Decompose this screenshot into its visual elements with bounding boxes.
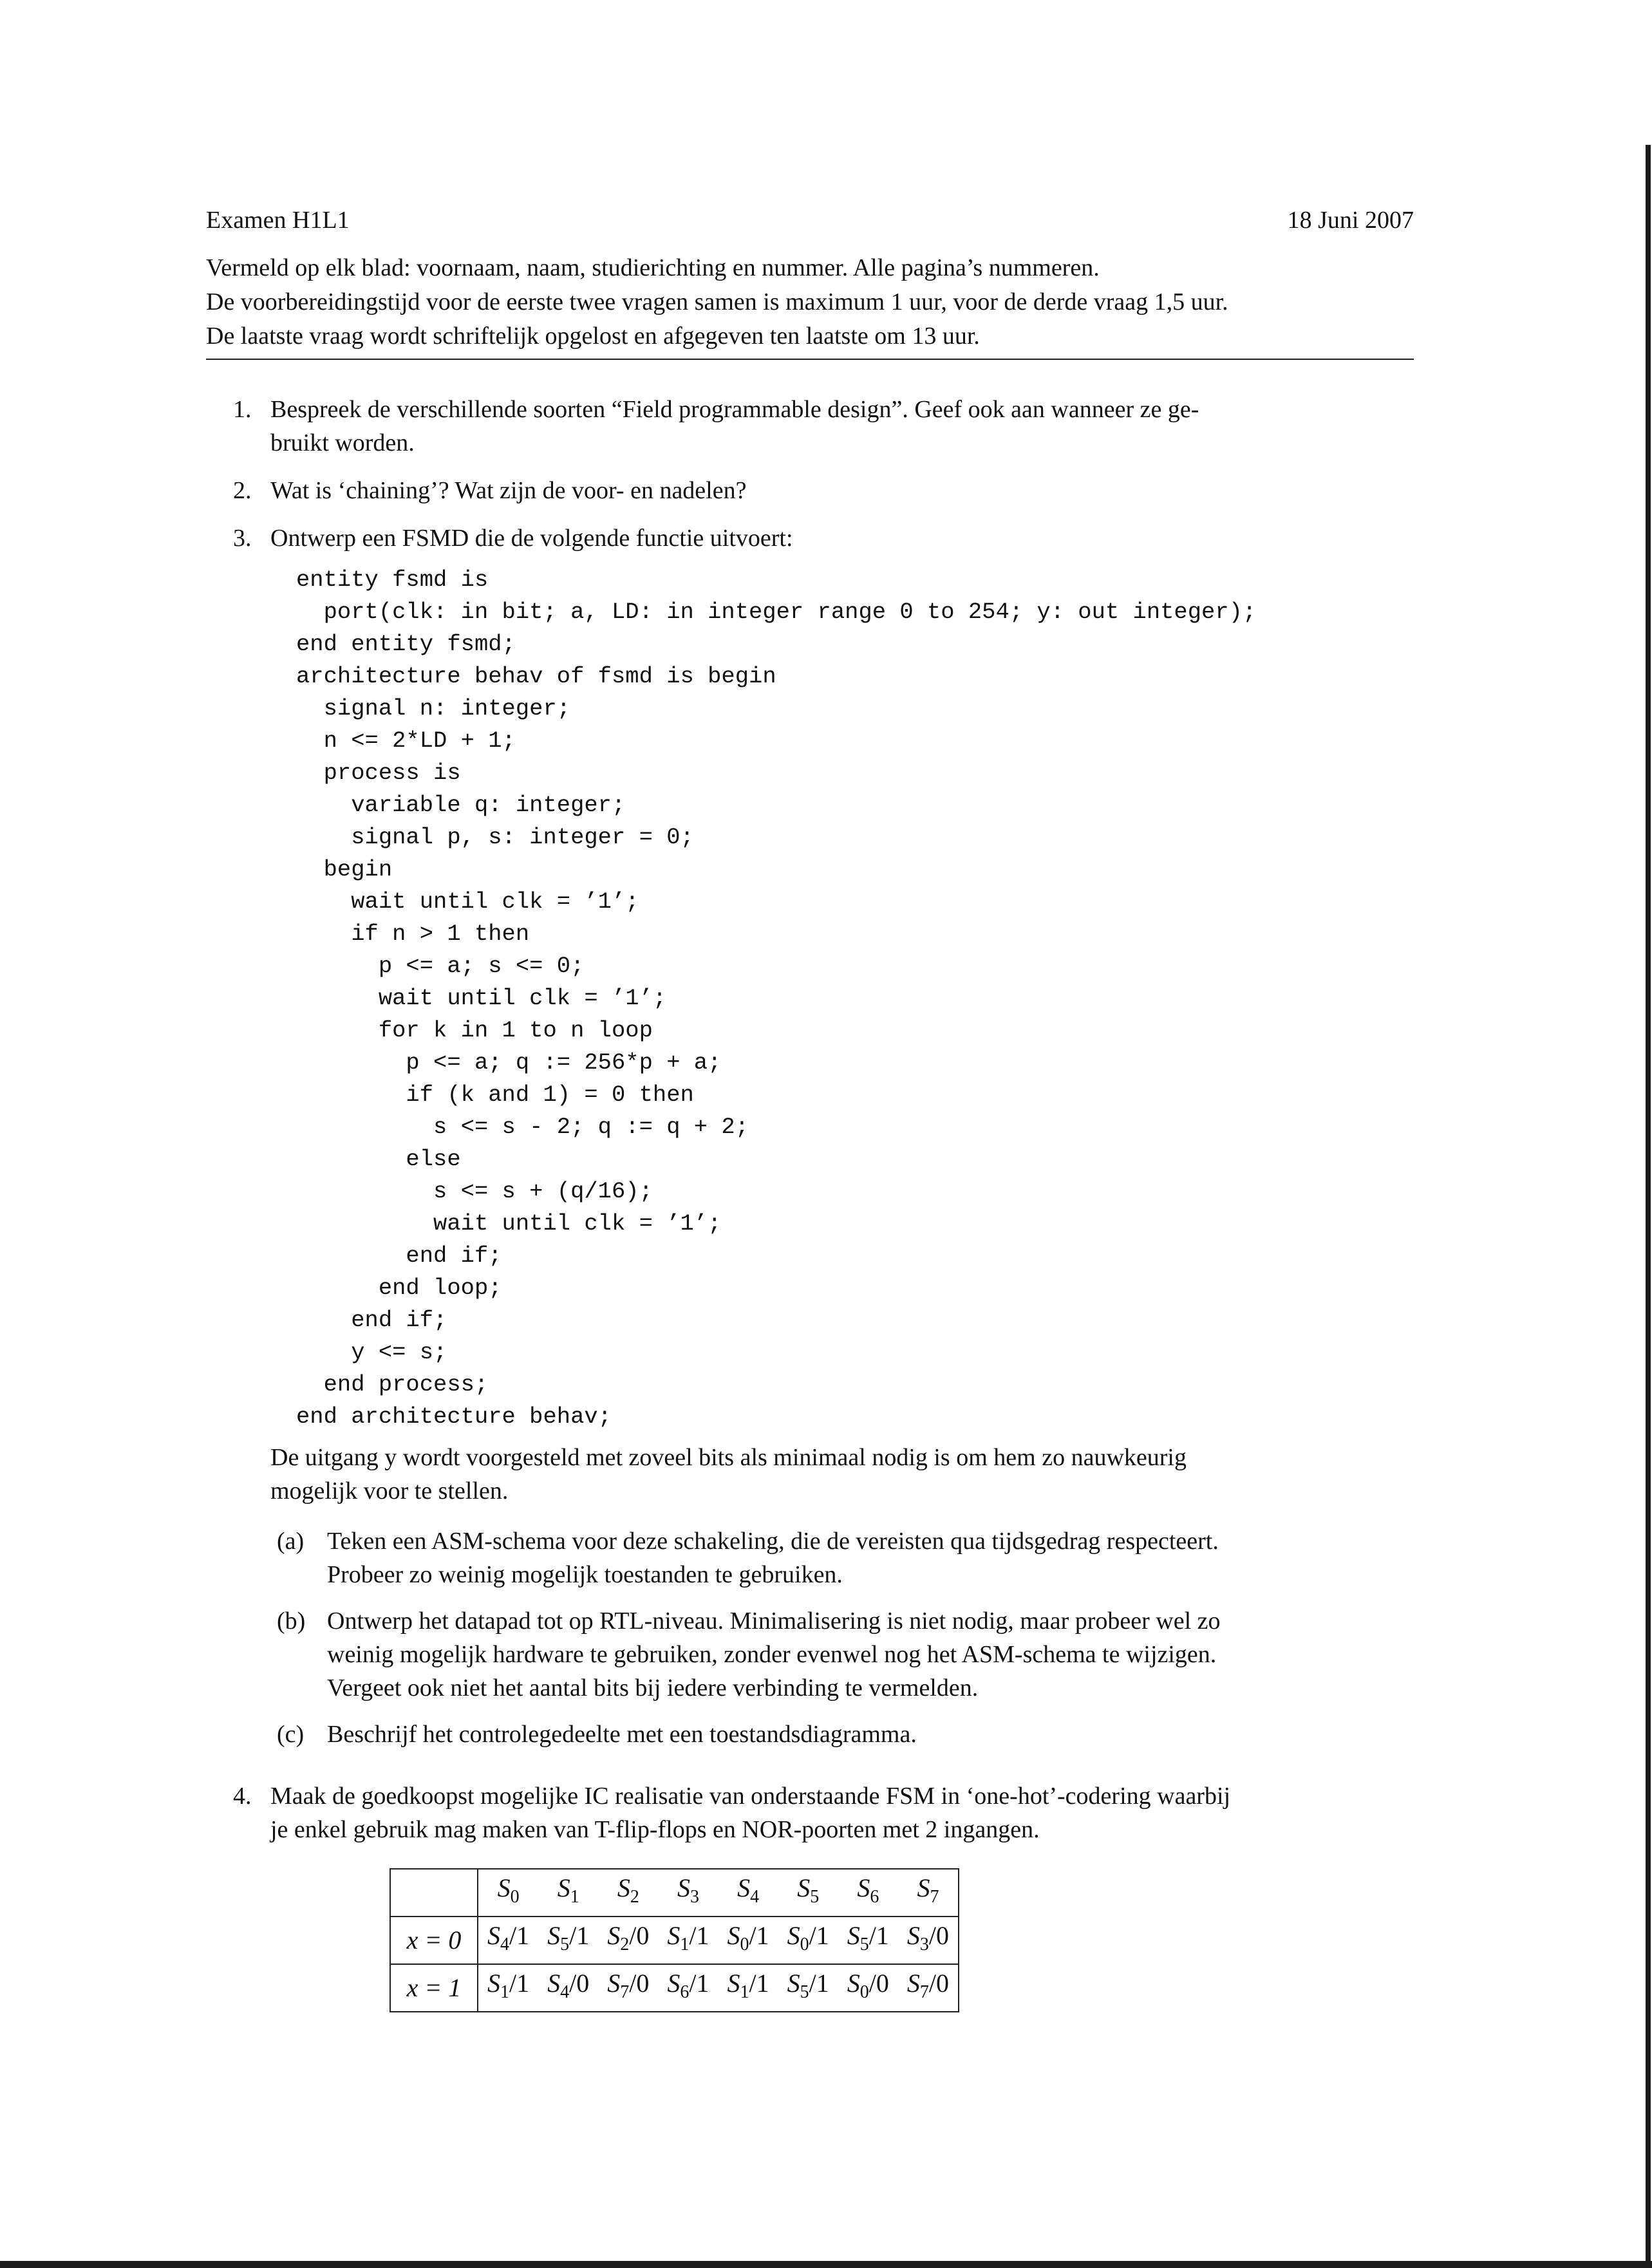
sub-question-text: Probeer zo weinig mogelijk toestanden te gebruiken.: [327, 1561, 843, 1588]
fsm-corner-cell: [390, 1869, 478, 1917]
instruction-line: Vermeld op elk blad: voornaam, naam, studierichting en nummer. Alle pagina’s nummeren.: [206, 254, 1100, 281]
question-text: Bespreek de verschillende soorten “Field programmable design”. Geef ook aan wanneer ze ge-: [270, 396, 1199, 423]
code-line: end if;: [296, 1307, 447, 1333]
code-line: signal n: integer;: [296, 695, 571, 722]
question-text: Wat is ‘chaining’? Wat zijn de voor- en nadelen?: [270, 477, 747, 504]
question-4: [206, 1779, 1416, 1846]
code-line: n <= 2*LD + 1;: [296, 727, 516, 754]
fsm-transition-cell: $S_4/1$: [478, 1917, 538, 1964]
fsm-state-header: $S_7$: [898, 1869, 959, 1917]
header-divider: [206, 359, 1414, 360]
fsm-transition-cell: $S_0/1$: [778, 1917, 838, 1964]
fsm-transition-cell: $S_5/1$: [778, 1964, 838, 2012]
fsm-row-x1: [390, 1964, 959, 2012]
code-line: for k in 1 to n loop: [296, 1017, 653, 1044]
question-number: 4.: [233, 1783, 252, 1810]
exam-instructions: [206, 251, 1416, 353]
fsm-transition-cell: $S_3/0$: [898, 1917, 959, 1964]
fsm-state-header: $S_6$: [838, 1869, 898, 1917]
instruction-line: De laatste vraag wordt schriftelijk opgelost en afgegeven ten laatste om 13 uur.: [206, 323, 980, 350]
fsm-transition-cell: $S_5/1$: [838, 1917, 898, 1964]
scan-edge-bottom: [0, 2261, 1652, 2268]
fsm-transition-cell: $S_1/1$: [658, 1917, 718, 1964]
code-line: wait until clk = ’1’;: [296, 888, 639, 915]
question-list: [206, 393, 1416, 2012]
fsm-state-header: $S_3$: [658, 1869, 718, 1917]
fsm-transition-cell: $S_1/1$: [478, 1964, 538, 2012]
sub-question-a: [270, 1524, 1416, 1591]
question-text: mogelijk voor te stellen.: [270, 1477, 509, 1504]
question-text: De uitgang y wordt voorgesteld met zoveel bits als minimaal nodig is om hem zo nauwkeurig: [270, 1444, 1187, 1471]
fsm-row-x0: [390, 1917, 959, 1964]
code-line: else: [296, 1146, 461, 1172]
question-number: 3.: [233, 525, 252, 552]
code-line: if (k and 1) = 0 then: [296, 1082, 694, 1108]
code-line: if n > 1 then: [296, 921, 530, 947]
exam-header: [206, 206, 1414, 245]
output-note: [270, 1441, 1416, 1508]
fsm-transition-cell: $S_7/0$: [598, 1964, 658, 2012]
fsm-state-header: $S_5$: [778, 1869, 838, 1917]
question-2: [206, 474, 1416, 507]
code-line: signal p, s: integer = 0;: [296, 824, 694, 850]
code-line: architecture behav of fsmd is begin: [296, 663, 776, 689]
scan-edge-right: [1646, 145, 1651, 2268]
sub-question-label: (b): [277, 1607, 306, 1635]
code-line: begin: [296, 856, 393, 883]
fsm-state-table: [390, 1868, 959, 2012]
code-line: entity fsmd is: [296, 567, 489, 593]
code-line: end loop;: [296, 1275, 502, 1301]
fsm-header-row: [390, 1869, 959, 1917]
fsm-transition-cell: $S_2/0$: [598, 1917, 658, 1964]
question-text: Ontwerp een FSMD die de volgende functie uitvoert:: [270, 525, 793, 552]
code-line: p <= a; s <= 0;: [296, 953, 585, 979]
code-line: end process;: [296, 1371, 489, 1398]
vhdl-code-block: [296, 564, 1416, 1433]
sub-question-label: (c): [277, 1721, 305, 1748]
code-line: end entity fsmd;: [296, 631, 516, 657]
question-1: [206, 393, 1416, 460]
fsm-state-header: $S_1$: [538, 1869, 598, 1917]
code-line: s <= s + (q/16);: [296, 1178, 653, 1204]
fsm-transition-cell: $S_0/0$: [838, 1964, 898, 2012]
instruction-line: De voorbereidingstijd voor de eerste twee vragen samen is maximum 1 uur, voor de derde vraag 1,5 uur.: [206, 288, 1228, 315]
code-line: y <= s;: [296, 1339, 447, 1365]
fsm-transition-cell: $S_5/1$: [538, 1917, 598, 1964]
code-line: port(clk: in bit; a, LD: in integer range 0 to 254; y: out integer);: [296, 599, 1257, 625]
fsm-transition-cell: $S_7/0$: [898, 1964, 959, 2012]
sub-question-list: [270, 1524, 1416, 1751]
fsm-table-wrapper: [390, 1868, 1416, 2012]
sub-question-label: (a): [277, 1528, 305, 1555]
code-line: process is: [296, 760, 461, 786]
question-number: 2.: [233, 477, 252, 504]
code-line: variable q: integer;: [296, 792, 626, 818]
exam-title: Examen H1L1: [206, 207, 350, 234]
fsm-transition-cell: $S_1/1$: [718, 1964, 778, 2012]
sub-question-text: Teken een ASM-schema voor deze schakeling, die de vereisten qua tijdsgedrag respecteert.: [327, 1528, 1219, 1555]
question-3: [206, 521, 1416, 1751]
fsm-state-header: $S_2$: [598, 1869, 658, 1917]
fsm-row-label: x = 1: [390, 1964, 478, 2012]
sub-question-text: Vergeet ook niet het aantal bits bij iedere verbinding te vermelden.: [327, 1674, 979, 1701]
question-text: bruikt worden.: [270, 429, 415, 456]
question-text: je enkel gebruik mag maken van T-flip-flops en NOR-poorten met 2 ingangen.: [270, 1816, 1040, 1843]
sub-question-b: [270, 1604, 1416, 1705]
fsm-state-header: $S_0$: [478, 1869, 538, 1917]
fsm-transition-cell: $S_6/1$: [658, 1964, 718, 2012]
sub-question-c: [270, 1718, 1416, 1751]
fsm-transition-cell: $S_0/1$: [718, 1917, 778, 1964]
code-line: p <= a; q := 256*p + a;: [296, 1049, 722, 1076]
sub-question-text: weinig mogelijk hardware te gebruiken, zonder evenwel nog het ASM-schema te wijzigen.: [327, 1641, 1217, 1668]
code-line: end architecture behav;: [296, 1403, 612, 1430]
code-line: wait until clk = ’1’;: [296, 1210, 722, 1237]
fsm-state-header: $S_4$: [718, 1869, 778, 1917]
question-number: 1.: [233, 396, 252, 423]
code-line: end if;: [296, 1242, 502, 1269]
exam-date: 18 Juni 2007: [1287, 207, 1414, 234]
code-line: s <= s - 2; q := q + 2;: [296, 1114, 749, 1140]
fsm-row-label: x = 0: [390, 1917, 478, 1964]
sub-question-text: Ontwerp het datapad tot op RTL-niveau. Minimalisering is niet nodig, maar probeer wel zo: [327, 1607, 1221, 1635]
fsm-transition-cell: $S_4/0$: [538, 1964, 598, 2012]
question-text: Maak de goedkoopst mogelijke IC realisatie van onderstaande FSM in ‘one-hot’-codering waarbij: [270, 1783, 1231, 1810]
sub-question-text: Beschrijf het controlegedeelte met een toestandsdiagramma.: [327, 1721, 917, 1748]
code-line: wait until clk = ’1’;: [296, 985, 667, 1011]
